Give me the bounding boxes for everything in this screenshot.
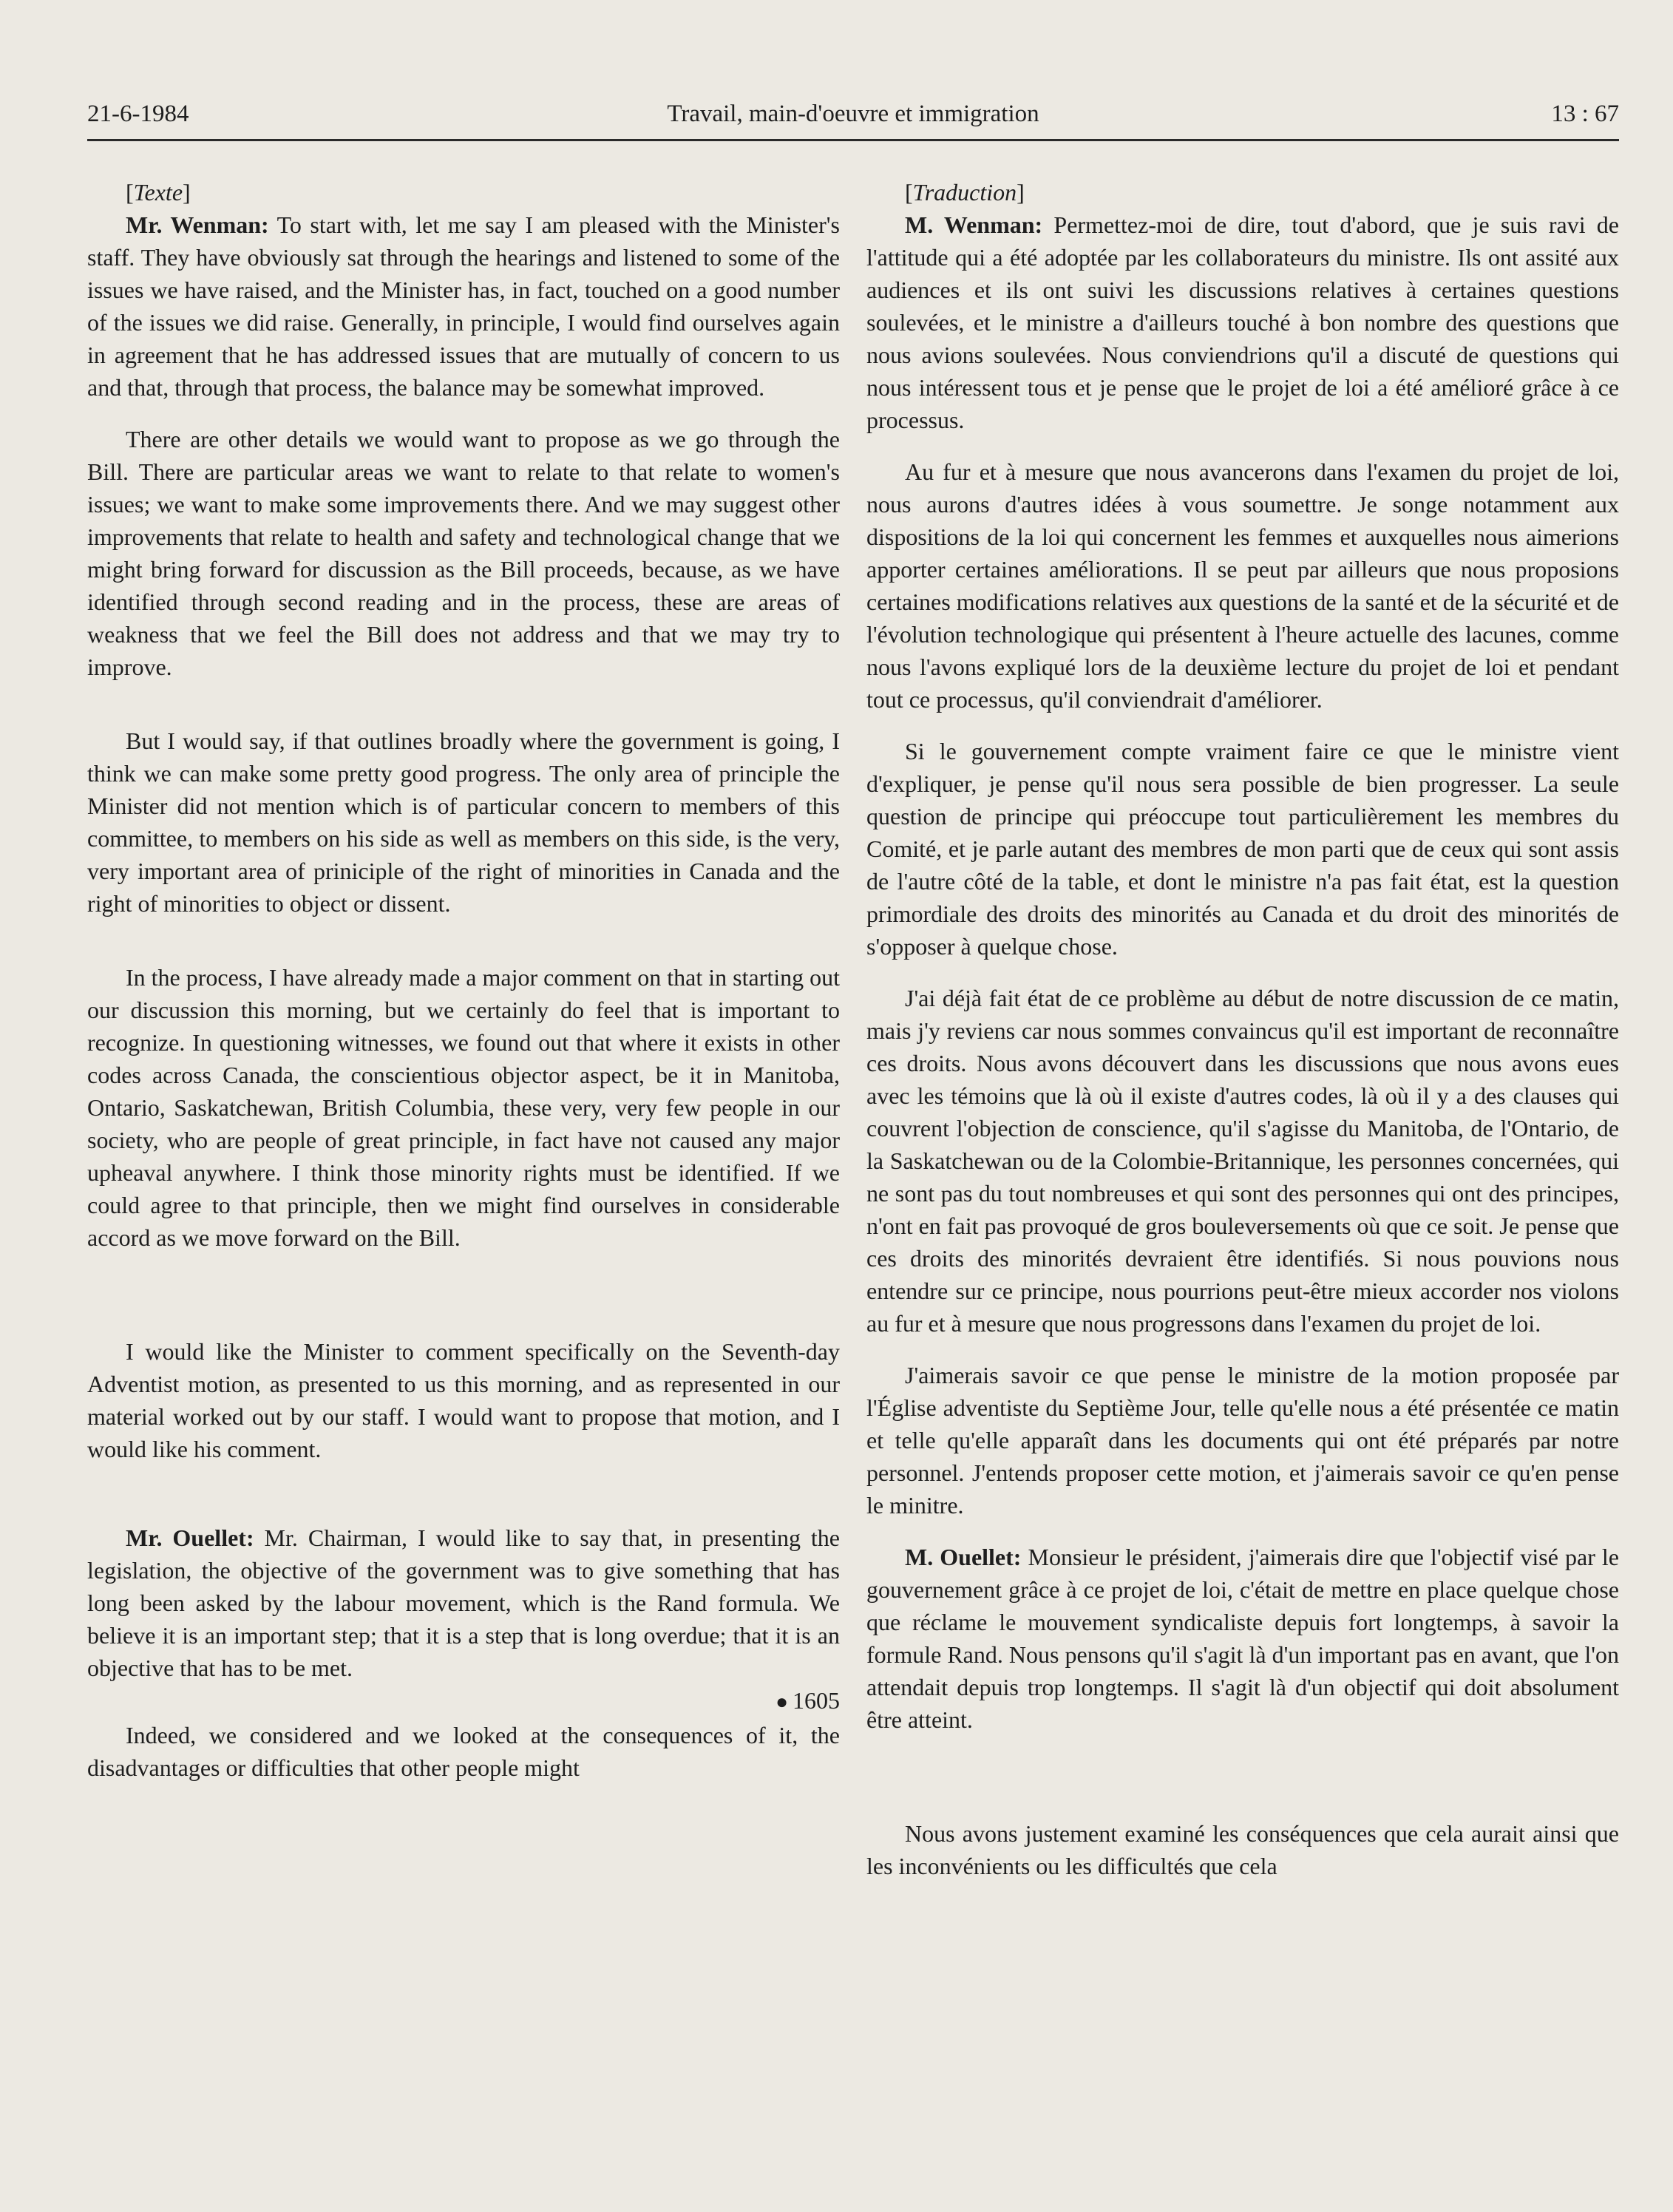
paragraph-3: But I would say, if that outlines broadly where the government is going, I think we can make some pretty good progress. The only area of principle the Minister did not mention which is of particular concern to members of this committee, to members on his side as well as members on this side, is the very, very important area of priniciple of the right of minorities in Canada and the right of minorities to object or dissent. [87,727,840,917]
paragraph-ouellet: Mr. Ouellet: Mr. Chairman, I would like to say that, in presenting the legislation, the objective of the government was to give something that has long been asked by the labour movement, which is the Rand formula. We believe it is an important step; that it is a step that is long overdue; that it is an objective that has to be met. [87,1524,841,1681]
paragraph-2-fr: Au fur et à mesure que nous avancerons dans l'examen du projet de loi, nous aurons d'autres idées à vous soumettre. Je songe notamment aux dispositions de la loi qui concernent les femmes et auxquelles nous aimerions apporter certaines améliorations. Il se peut par ailleurs que nous proposions certaines modifications relatives aux questions de la santé et de la sécurité et de l'évolution technologique qui présentent à l'heure actuelle des lacunes, comme nous l'avons expliqué lors de la deuxième lecture du projet de loi et pendant tout ce processus, qu'il conviendrait d'améliorer. [866,458,1619,713]
header-date: 21-6-1984 [87,101,189,127]
paragraph-4: In the process, I have already made a major comment on that in starting out our discussion this morning, but we certainly do feel that is important to recognize. In questioning witnesses, we found out that where it exists in other codes across Canada, the conscientious objector aspect, be it in Manitoba, Ontario, Saskatchewan, British Columbia, these very, very few people in our society, who are people of great principle, in fact have not caused any major upheaval anywhere. I think those minority rights must be identified. If we could agree to that principle, then we might find ourselves in considerable accord as we move forward on the Bill. [87,964,840,1251]
paragraph-7: Indeed, we considered and we looked at the consequences of it, the disadvantages or difficulties that other people might [87,1722,840,1781]
time-marker: ● 1605 [776,1687,840,1714]
paragraph-7-fr: Nous avons justement examiné les conséquences que cela aurait ainsi que les inconvénients ou les difficultés que cela [866,1820,1619,1879]
speaker-name: M. Wenman: [905,211,1043,238]
paragraph-2: There are other details we would want to propose as we go through the Bill. There are particular areas we want to relate to that relate to women's issues; we want to make some improvements there. And we may suggest other improvements that relate to health and safety and technological change that we might bring forward for discussion as the Bill proceeds, because, as we have identified through second reading and in the process, these are areas of weakness that we feel the Bill does not address and that we may try to improve. [87,426,840,680]
speaker-name: M. Ouellet: [905,1544,1022,1570]
speaker-name: Mr. Wenman: [126,211,269,238]
header-page-number: 13 : 67 [1551,101,1619,127]
paragraph-wenman-1-fr: M. Wenman: Permettez-moi de dire, tout d'abord, que je suis ravi de l'attitude qui a été adoptée par les collaborateurs du ministre. Ils ont assité aux audiences et ils ont suivi les discussions relatives à certaines questions soulevées, et le ministre a d'ailleurs touché à bon nombre des questions que nous avions soulevées. Nous conviendrions qu'il a discuté de questions qui nous intéressent tous et je pense que le projet de loi a été amélioré grâce à ce processus. [866,211,1620,433]
paragraph-5: I would like the Minister to comment specifically on the Seventh-day Adventist motion, as presented to us this morning, and as represented in our material worked out by our staff. I would want to propose that motion, and I would like his comment. [87,1338,840,1462]
paragraph-4-fr: J'ai déjà fait état de ce problème au début de notre discussion de ce matin, mais j'y reviens car nous sommes convaincus qu'il est important de reconnaître ces droits. Nous avons découvert dans les discussions que nous avons eues avec les témoins que là où il existe d'autres codes, là où il y a des clauses qui couvrent l'objection de conscience, qu'il s'agisse du Manitoba, de l'Ontario, de la Saskatchewan ou de la Colombie-Britannique, les personnes concernées, qui ne sont pas du tout nombreuses et qui sont des personnes qui ont des principes, n'ont en fait pas provoqué de gros bouleversements où que ce soit. Je pense que ces droits des minorités devraient être identifiés. Si nous pouvions nous entendre sur ce principe, nous pourrions peut-être mieux accorder nos violons au fur et à mesure que nous progressons dans l'examen du projet de loi. [866,985,1619,1337]
speaker-name: Mr. Ouellet: [126,1524,254,1551]
bullet-icon: ● [776,1691,788,1714]
paragraph-wenman-1: Mr. Wenman: To start with, let me say I am pleased with the Minister's staff. They have obviously sat through the hearings and listened to some of the issues we have raised, and the Minister has, in fact, touched on a good number of the issues we did raise. Generally, in principle, I would find ourselves again in agreement that he has addressed issues that are mutually of concern to us and that, through that process, the balance may be somewhat improved. [87,211,841,401]
text-label: [Texte] [126,179,191,206]
paragraph-3-fr: Si le gouvernement compte vraiment faire ce que le ministre vient d'expliquer, je pense qu'il nous sera possible de bien progresser. La seule question de principe qui préoccupe tout particulièrement les membres du Comité, et je parle autant des membres de mon parti que de ceux qui sont assis de l'autre côté de la table, et dont le ministre n'a pas fait état, est la question primordiale des droits des minorités au Canada et du droit des minorités de s'opposer à quelque chose. [866,738,1619,960]
french-column [866,176,1619,1882]
page-header [87,95,1619,141]
paragraph-5-fr: J'aimerais savoir ce que pense le ministre de la motion proposée par l'Église adventiste du Septième Jour, telle qu'elle nous a été présentée ce matin et telle qu'elle apparaît dans les documents qui ont été préparés par notre personnel. J'entends proposer cette motion, et j'aimerais savoir ce qu'en pense le minitre. [866,1362,1619,1519]
paragraph-ouellet-fr: M. Ouellet: Monsieur le président, j'aimerais dire que l'objectif visé par le gouvernement grâce à ce projet de loi, c'était de mettre en place quelque chose que réclame le mouvement syndicaliste depuis fort longtemps, à savoir la formule Rand. Nous pensons qu'il s'agit là d'un important pas en avant, que l'on attendait depuis trop longtemps. Il s'agit là d'un objectif qui doit absolument être atteint. [866,1544,1620,1733]
translation-label: [Traduction] [905,179,1025,206]
header-title: Travail, main-d'oeuvre et immigration [667,101,1039,127]
english-column [87,176,840,1784]
